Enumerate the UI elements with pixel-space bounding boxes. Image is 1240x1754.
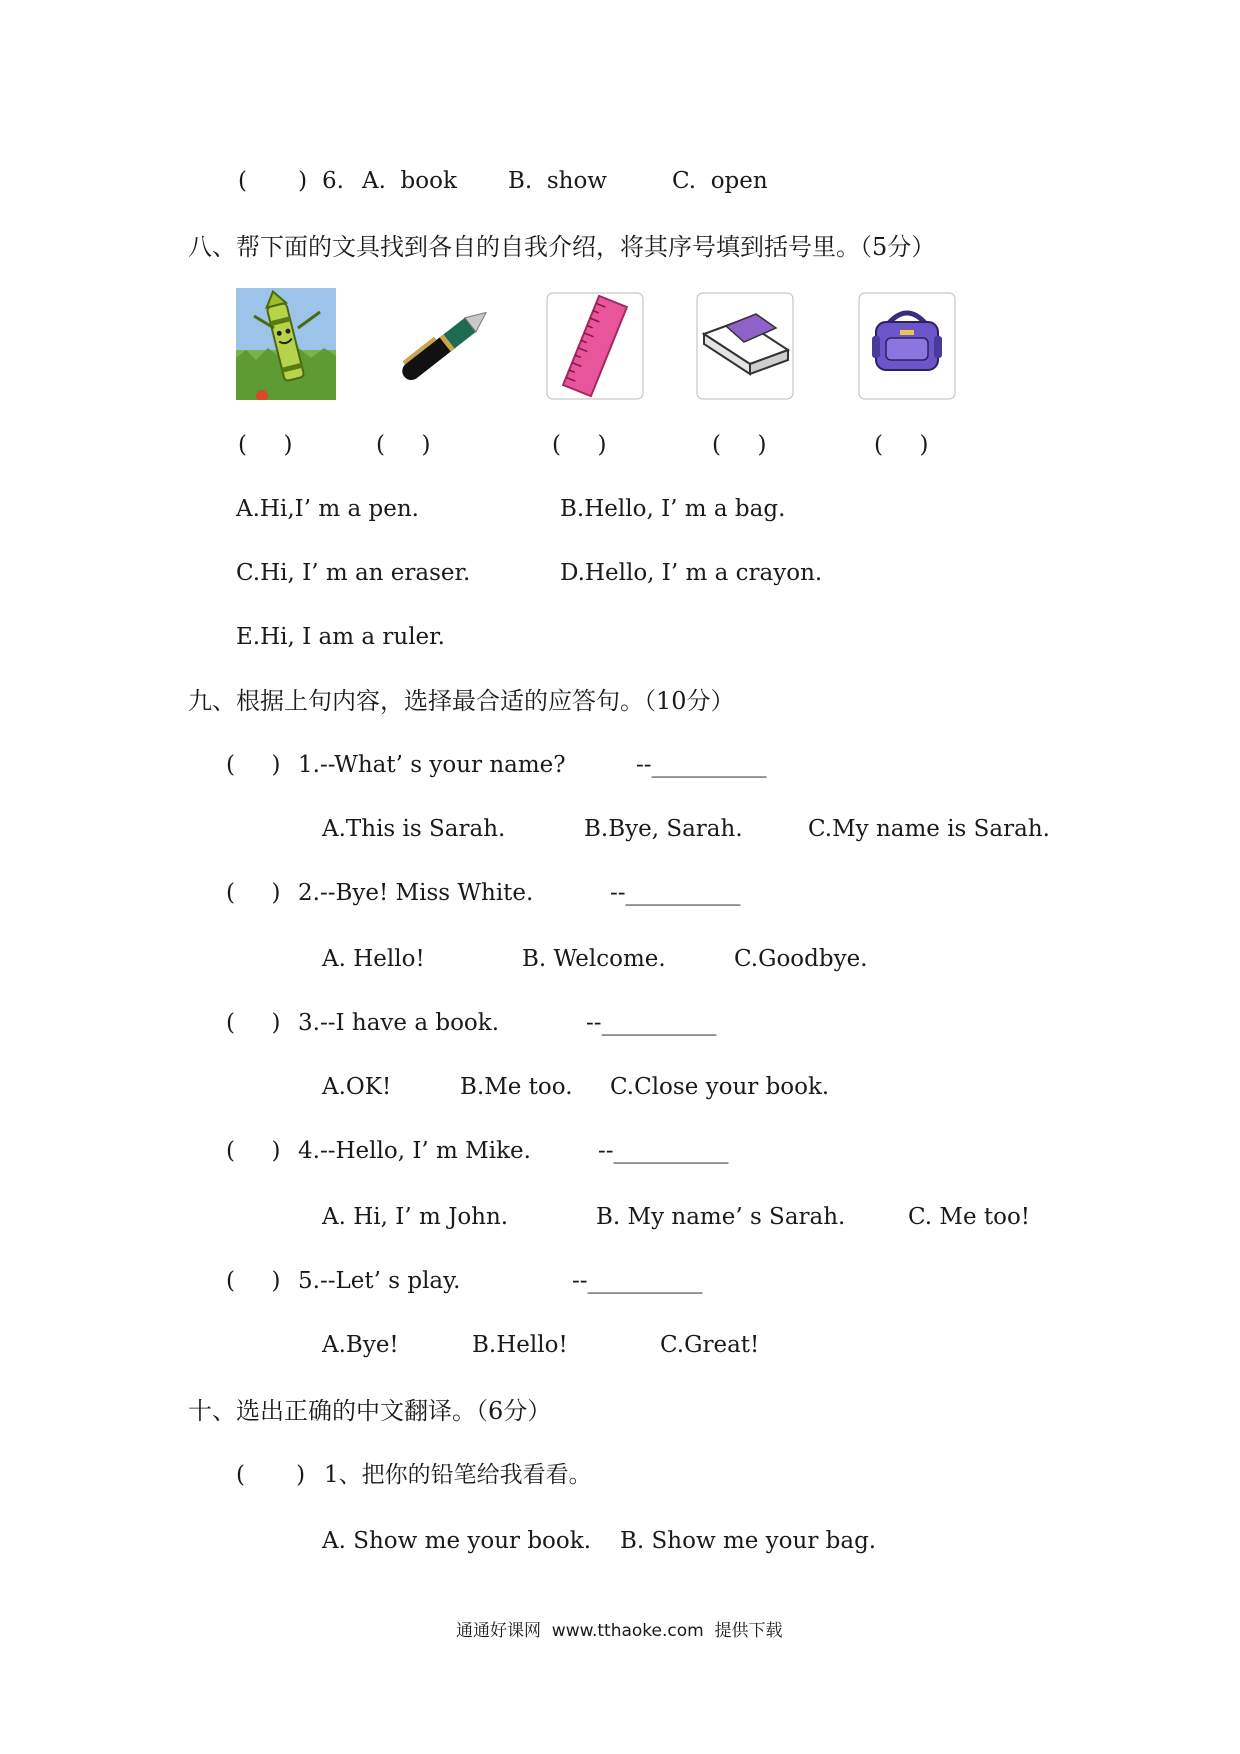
answer-paren-1[interactable]: ( ) bbox=[238, 432, 293, 458]
section-10-heading: 十、选出正确的中文翻译。（6分） bbox=[188, 1397, 552, 1425]
answer-paren[interactable]: ( ) bbox=[238, 168, 308, 194]
question-number: 6. bbox=[322, 168, 344, 194]
answer-paren-2[interactable]: ( ) bbox=[376, 432, 431, 458]
section-8-heading: 八、帮下面的文具找到各自的自我介绍，将其序号填到括号里。（5分） bbox=[188, 233, 936, 261]
answer-paren[interactable]: ( ) bbox=[226, 752, 281, 778]
answer-blank[interactable]: --__________ bbox=[636, 752, 767, 778]
question-prompt: 1、把你的铅笔给我看看。 bbox=[324, 1462, 592, 1488]
answer-paren[interactable]: ( ) bbox=[226, 1268, 281, 1294]
intro-option-b: B.Hello, I’ m a bag. bbox=[560, 496, 786, 522]
bag-icon bbox=[858, 292, 956, 400]
option-a: A. book bbox=[362, 168, 457, 194]
option-b: B. Show me your bag. bbox=[620, 1528, 877, 1554]
ruler-icon bbox=[546, 292, 644, 400]
answer-blank[interactable]: --__________ bbox=[572, 1268, 703, 1294]
answer-paren-5[interactable]: ( ) bbox=[874, 432, 929, 458]
option-a: A. Hi, I’ m John. bbox=[322, 1204, 509, 1230]
option-b: B.Bye, Sarah. bbox=[584, 816, 743, 842]
answer-paren[interactable]: ( ) bbox=[236, 1462, 306, 1488]
question-prompt: 2.--Bye! Miss White. bbox=[298, 880, 534, 906]
option-c: C.My name is Sarah. bbox=[808, 816, 1050, 842]
option-c: C. Me too! bbox=[908, 1204, 1031, 1230]
option-a: A.Bye! bbox=[322, 1332, 399, 1358]
eraser-icon bbox=[696, 292, 794, 400]
question-prompt: 4.--Hello, I’ m Mike. bbox=[298, 1138, 531, 1164]
option-c: C.Goodbye. bbox=[734, 946, 868, 972]
option-a: A. Hello! bbox=[322, 946, 425, 972]
answer-blank[interactable]: --__________ bbox=[586, 1010, 717, 1036]
pen-icon bbox=[380, 294, 504, 400]
intro-option-d: D.Hello, I’ m a crayon. bbox=[560, 560, 823, 586]
intro-option-c: C.Hi, I’ m an eraser. bbox=[236, 560, 471, 586]
option-c: C.Great! bbox=[660, 1332, 760, 1358]
option-b: B.Hello! bbox=[472, 1332, 568, 1358]
option-a: A.OK! bbox=[322, 1074, 392, 1100]
intro-option-e: E.Hi, I am a ruler. bbox=[236, 624, 445, 650]
intro-option-a: A.Hi,I’ m a pen. bbox=[236, 496, 419, 522]
option-c: C.Close your book. bbox=[610, 1074, 830, 1100]
answer-blank[interactable]: --__________ bbox=[598, 1138, 729, 1164]
question-prompt: 3.--I have a book. bbox=[298, 1010, 500, 1036]
option-a: A. Show me your book. bbox=[322, 1528, 592, 1554]
section-9-heading: 九、根据上句内容，选择最合适的应答句。（10分） bbox=[188, 687, 735, 715]
option-b: B. Welcome. bbox=[522, 946, 666, 972]
option-b: B. My name’ s Sarah. bbox=[596, 1204, 846, 1230]
answer-paren-4[interactable]: ( ) bbox=[712, 432, 767, 458]
page-footer: 通通好课网 www.tthaoke.com 提供下载 bbox=[456, 1621, 783, 1641]
answer-paren-3[interactable]: ( ) bbox=[552, 432, 607, 458]
answer-blank[interactable]: --__________ bbox=[610, 880, 741, 906]
option-b: B.Me too. bbox=[460, 1074, 573, 1100]
crayon-icon bbox=[236, 288, 336, 400]
answer-paren[interactable]: ( ) bbox=[226, 880, 281, 906]
question-prompt: 1.--What’ s your name? bbox=[298, 752, 566, 778]
answer-paren[interactable]: ( ) bbox=[226, 1138, 281, 1164]
option-b: B. show bbox=[508, 168, 607, 194]
option-c: C. open bbox=[672, 168, 768, 194]
answer-paren[interactable]: ( ) bbox=[226, 1010, 281, 1036]
question-prompt: 5.--Let’ s play. bbox=[298, 1268, 461, 1294]
option-a: A.This is Sarah. bbox=[322, 816, 506, 842]
